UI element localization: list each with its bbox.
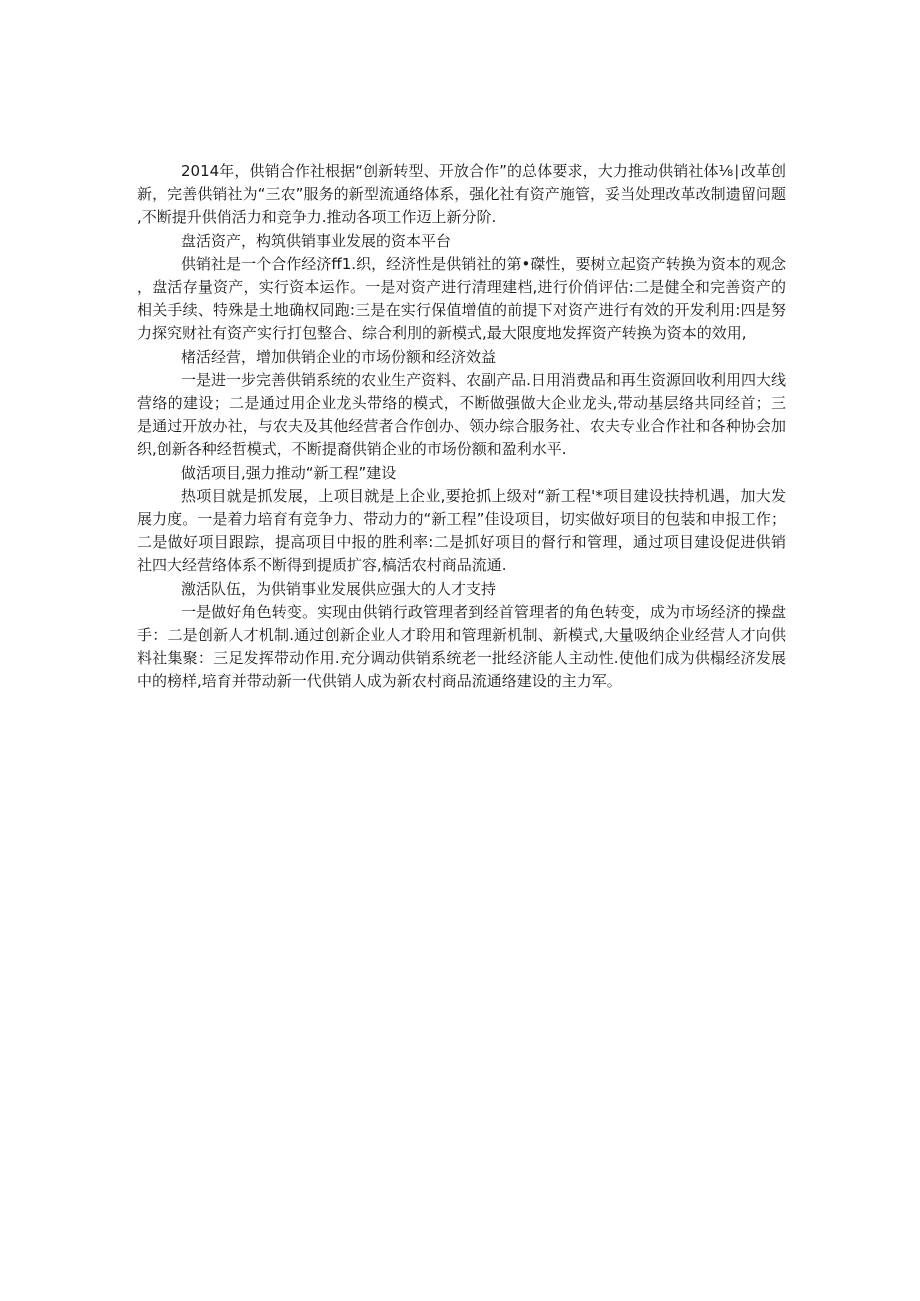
section-heading-projects: 做活项目,强力推动“新工程”建设 bbox=[181, 463, 397, 482]
talent-paragraph: 一是做好角色转变。实现由供销行政管理者到经首管理者的角色转变，成为市场经济的操盘手：二是创新人才机制.通过创新企业人才聆用和管理新机制、新模式,大量吸纳企业经营人才向供料社集聚：三足发挥带动作用.充分调动供销系统老一批经济能人主动性.使他们成为供榻经济发展中的榜样,培育并带动新一代供销人成为新农村商品流通络建设的主力军。 bbox=[137, 602, 786, 691]
section-heading-talent: 激活队伍，为供销事业发展供应强大的人才支持 bbox=[181, 579, 497, 598]
projects-paragraph: 热项目就是抓发展，上项目就是上企业,要抢抓上级对“新工程'*项目建设扶持机遇，加大发展力度。一是着力培育有竞争力、带动力的“新工程”佳设项目，切实做好项目的包装和申报工作；二是做好项目跟踪，提高项目中报的胜利率:二是抓好项目的督行和管理，通过项目建设促进供销社四大经营络体系不断得到提质扩容,槁活农村商品流通. bbox=[137, 486, 786, 575]
section-heading-operations: 楮活经营，增加供销企业的市场份额和经济效益 bbox=[181, 347, 497, 366]
assets-paragraph: 供销社是一个合作经济ff1.织，经济性是供销社的第•磔性，要树立起资产转换为资本的观念，盘活存量资产，实行资本运作。一是对资产进行清理建档,进行价俏评估:二是健全和完善资产的相关手续、特殊是土地确权同跑:三是在实行保值增值的前提下对资产进行有效的开发利用:四是努力探究财社有资产实行打包整合、综合利刖的新模式,最大限度地发挥资产转换为资本的效用, bbox=[137, 254, 786, 343]
intro-paragraph: 2014年，供销合作社根据“创新转型、开放合作”的总体要求，大力推动供销社体⅛∣改革创新，完善供销社为“三农”服务的新型流通络体系，强化社有资产施管，妥当处理改革改制遗留问题,不断提升供俏活力和竞争力.推动各项工作迈上新分阶. bbox=[137, 162, 786, 227]
operations-paragraph: 一是进一步完善供销系统的农业生产资料、农副产品.日用消费品和再生资源回收利用四大线营络的建设；二是通过用企业龙头带络的模式，不断做强做大企业龙头,带动基层络共同经首；三是通过开放办社，与农夫及其他经营者合作创办、领办综合服务社、农夫专业合作社和各种协会加织,创新各种经哲模式，不断提裔供销企业的市场份额和盈利水平. bbox=[137, 370, 786, 459]
document-body bbox=[137, 160, 786, 694]
section-heading-assets: 盘活资产，构筑供销事业发展的资本平台 bbox=[181, 231, 452, 250]
